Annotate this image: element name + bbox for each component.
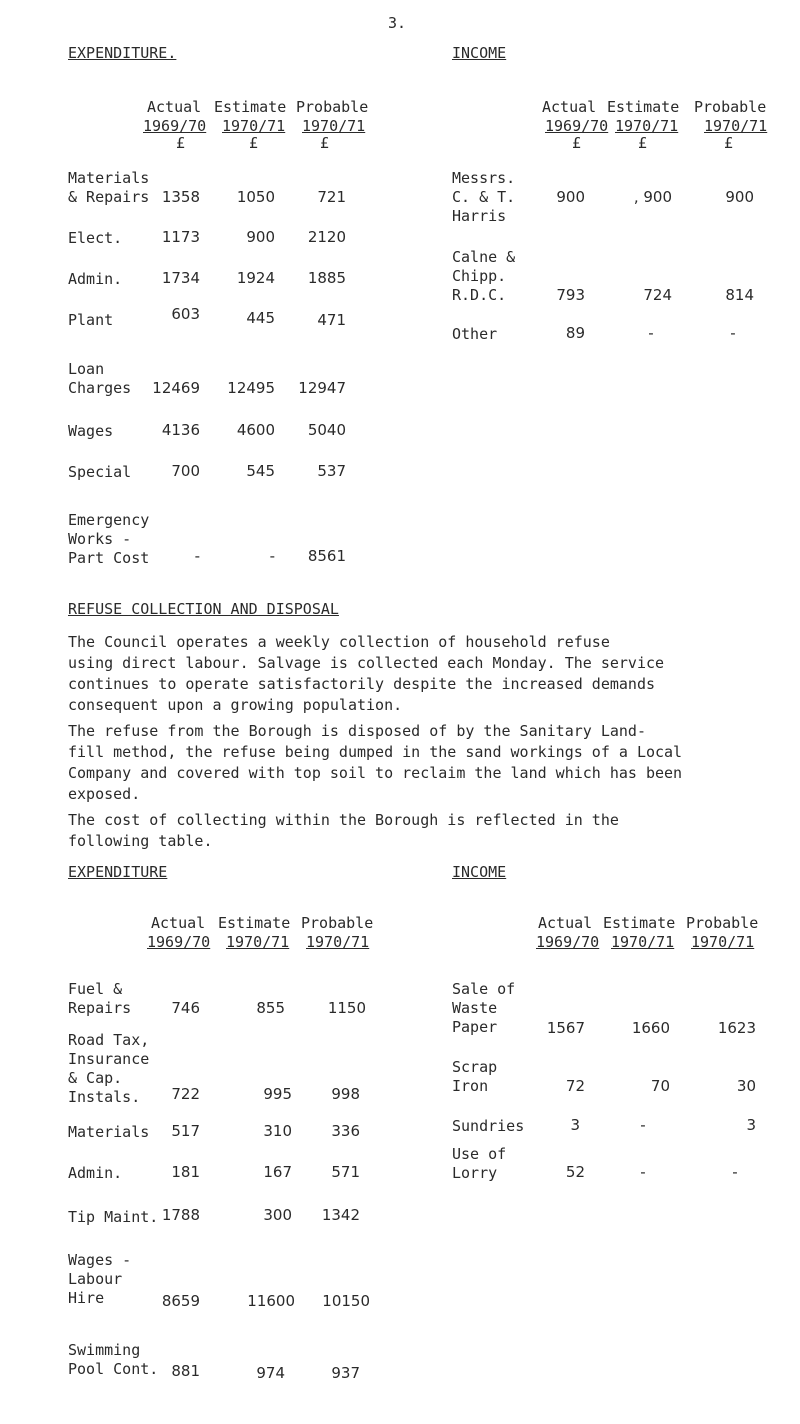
exp2-row-value: 11600 bbox=[247, 1292, 295, 1310]
exp2-row-value: 998 bbox=[331, 1085, 360, 1103]
inc1-col-year-2: 1970/71 bbox=[615, 117, 679, 135]
exp1-row-value: 1734 bbox=[161, 269, 200, 287]
exp1-row-value: 537 bbox=[317, 462, 346, 480]
inc2-row-value: 1660 bbox=[631, 1019, 670, 1037]
inc1-row-value: 724 bbox=[643, 286, 672, 304]
exp1-row-value: 900 bbox=[246, 228, 275, 246]
inc2-row-value: 72 bbox=[565, 1077, 585, 1095]
exp1-row-value: 471 bbox=[317, 311, 346, 329]
inc2-row-value: 70 bbox=[650, 1077, 670, 1095]
exp2-col-header-estimate: Estimate bbox=[218, 914, 291, 932]
inc1-col-header-actual: Actual bbox=[542, 98, 597, 116]
income-heading-2: INCOME bbox=[452, 863, 507, 881]
inc1-row-value: - bbox=[648, 324, 654, 342]
exp1-row-value: 4136 bbox=[161, 421, 200, 439]
exp1-row-value: 8561 bbox=[307, 547, 346, 565]
exp1-row-label: Plant bbox=[68, 311, 114, 329]
exp2-row-label: Materials bbox=[68, 1123, 150, 1141]
exp1-row-value: - bbox=[194, 547, 200, 565]
inc2-row-label: Sale of Waste Paper bbox=[452, 980, 516, 1036]
exp2-row-value: 855 bbox=[256, 999, 285, 1017]
inc1-row-value: 814 bbox=[725, 286, 754, 304]
exp2-row-value: 1150 bbox=[327, 999, 366, 1017]
inc1-row-label: Calne & Chipp. R.D.C. bbox=[452, 248, 516, 304]
inc1-col-year-1: 1969/70 bbox=[545, 117, 609, 135]
inc2-row-value: 1567 bbox=[546, 1019, 585, 1037]
exp2-row-value: 722 bbox=[171, 1085, 200, 1103]
exp2-row-value: 995 bbox=[263, 1085, 292, 1103]
exp1-row-label: Emergency Works - Part Cost bbox=[68, 511, 150, 567]
inc2-col-year-1: 1969/70 bbox=[536, 933, 600, 951]
exp1-row-label: Special bbox=[68, 463, 132, 481]
exp2-col-year-2: 1970/71 bbox=[226, 933, 290, 951]
exp1-row-label: Admin. bbox=[68, 270, 123, 288]
inc2-row-label: Scrap Iron bbox=[452, 1058, 498, 1095]
inc2-row-value: 3 bbox=[746, 1116, 756, 1134]
expenditure-heading-1: EXPENDITURE. bbox=[68, 44, 177, 62]
exp2-row-value: 336 bbox=[331, 1122, 360, 1140]
exp1-col-year-3: 1970/71 bbox=[302, 117, 366, 135]
exp1-col-year-2: 1970/71 bbox=[222, 117, 286, 135]
inc1-row-value: 900 bbox=[725, 188, 754, 206]
inc1-row-label: Other bbox=[452, 325, 498, 343]
exp1-row-value: 603 bbox=[171, 305, 200, 323]
exp1-row-value: 12947 bbox=[298, 379, 346, 397]
inc1-row-value: - bbox=[730, 324, 736, 342]
exp2-col-header-actual: Actual bbox=[151, 914, 206, 932]
exp1-currency-1: £ bbox=[176, 134, 186, 152]
inc2-row-value: - bbox=[732, 1163, 738, 1181]
inc2-row-value: 3 bbox=[570, 1116, 580, 1134]
exp2-col-year-3: 1970/71 bbox=[306, 933, 370, 951]
exp1-row-value: 2120 bbox=[307, 228, 346, 246]
inc1-row-value: 793 bbox=[556, 286, 585, 304]
exp1-currency-3: £ bbox=[320, 134, 330, 152]
inc1-row-value: , 900 bbox=[633, 188, 672, 206]
exp1-row-label: Loan Charges bbox=[68, 360, 132, 397]
exp1-row-value: 4600 bbox=[236, 421, 275, 439]
exp2-row-label: Swimming Pool Cont. bbox=[68, 1341, 159, 1378]
inc1-currency-3: £ bbox=[724, 134, 734, 152]
exp1-row-value: 545 bbox=[246, 462, 275, 480]
exp1-row-label: Wages bbox=[68, 422, 114, 440]
exp2-row-value: 1342 bbox=[321, 1206, 360, 1224]
inc2-row-value: - bbox=[640, 1163, 646, 1181]
exp2-col-header-probable: Probable bbox=[301, 914, 374, 932]
inc1-col-year-3: 1970/71 bbox=[704, 117, 768, 135]
exp1-row-label: Materials & Repairs bbox=[68, 169, 150, 206]
exp2-row-label: Fuel & Repairs bbox=[68, 980, 132, 1017]
exp1-row-value: 1050 bbox=[236, 188, 275, 206]
inc2-col-header-actual: Actual bbox=[538, 914, 593, 932]
exp1-col-header-estimate: Estimate bbox=[214, 98, 287, 116]
paragraph-2: The refuse from the Borough is disposed of by the Sanitary Land- fill method, the refuse being dumped in the sand workings of a Local Company and covered with top soil to reclaim the land which has been exposed. bbox=[68, 722, 683, 803]
exp2-row-value: 937 bbox=[331, 1364, 360, 1382]
exp2-col-year-1: 1969/70 bbox=[147, 933, 211, 951]
paragraph-3: The cost of collecting within the Borough is reflected in the following table. bbox=[68, 811, 619, 850]
exp1-row-value: 12495 bbox=[227, 379, 275, 397]
exp1-row-value: 700 bbox=[171, 462, 200, 480]
exp2-row-label: Road Tax, Insurance & Cap. Instals. bbox=[68, 1031, 150, 1106]
exp2-row-value: 571 bbox=[331, 1163, 360, 1181]
page-number: 3. bbox=[388, 14, 407, 32]
exp1-row-value: 1885 bbox=[307, 269, 346, 287]
exp1-row-value: 1924 bbox=[236, 269, 275, 287]
inc1-row-label: Messrs. C. & T. Harris bbox=[452, 169, 516, 225]
exp2-row-value: 746 bbox=[171, 999, 200, 1017]
exp2-row-value: 881 bbox=[171, 1362, 200, 1380]
exp1-row-value: 5040 bbox=[307, 421, 346, 439]
inc1-col-header-estimate: Estimate bbox=[607, 98, 680, 116]
exp1-row-value: 721 bbox=[317, 188, 346, 206]
exp1-currency-2: £ bbox=[249, 134, 259, 152]
inc2-col-header-probable: Probable bbox=[686, 914, 759, 932]
exp1-row-value: 1358 bbox=[161, 188, 200, 206]
inc1-row-value: 900 bbox=[556, 188, 585, 206]
exp2-row-value: 310 bbox=[263, 1122, 292, 1140]
exp1-row-label: Elect. bbox=[68, 229, 123, 247]
inc1-row-value: 89 bbox=[565, 324, 585, 342]
exp1-col-header-actual: Actual bbox=[147, 98, 202, 116]
inc2-row-label: Use of Lorry bbox=[452, 1145, 507, 1182]
inc2-row-label: Sundries bbox=[452, 1117, 525, 1135]
exp2-row-value: 974 bbox=[256, 1364, 285, 1382]
exp2-row-value: 300 bbox=[263, 1206, 292, 1224]
exp1-row-value: 12469 bbox=[152, 379, 200, 397]
exp2-row-value: 10150 bbox=[322, 1292, 370, 1310]
inc2-row-value: 52 bbox=[565, 1163, 585, 1181]
inc2-col-header-estimate: Estimate bbox=[603, 914, 676, 932]
exp2-row-value: 8659 bbox=[161, 1292, 200, 1310]
exp2-row-value: 181 bbox=[171, 1163, 200, 1181]
exp2-row-label: Tip Maint. bbox=[68, 1208, 159, 1226]
income-heading-1: INCOME bbox=[452, 44, 507, 62]
inc2-col-year-3: 1970/71 bbox=[691, 933, 755, 951]
exp2-row-value: 517 bbox=[171, 1122, 200, 1140]
exp1-col-header-probable: Probable bbox=[296, 98, 369, 116]
exp2-row-value: 167 bbox=[263, 1163, 292, 1181]
exp2-row-label: Wages - Labour Hire bbox=[68, 1251, 132, 1307]
inc2-row-value: - bbox=[640, 1116, 646, 1134]
inc1-currency-1: £ bbox=[572, 134, 582, 152]
inc2-row-value: 1623 bbox=[717, 1019, 756, 1037]
inc1-col-header-probable: Probable bbox=[694, 98, 767, 116]
paragraph-1: The Council operates a weekly collection of household refuse using direct labour. Salvage is collected each Monday. The service continues to operate satisfactorily despite the increased demands consequent upon a growing population. bbox=[68, 633, 665, 714]
exp1-row-value: - bbox=[269, 547, 275, 565]
inc1-currency-2: £ bbox=[638, 134, 648, 152]
inc2-row-value: 30 bbox=[736, 1077, 756, 1095]
exp2-row-label: Admin. bbox=[68, 1164, 123, 1182]
refuse-heading: REFUSE COLLECTION AND DISPOSAL bbox=[68, 600, 339, 618]
exp1-row-value: 445 bbox=[246, 309, 275, 327]
exp1-row-value: 1173 bbox=[161, 228, 200, 246]
exp1-col-year-1: 1969/70 bbox=[143, 117, 207, 135]
expenditure-heading-2: EXPENDITURE bbox=[68, 863, 168, 881]
inc2-col-year-2: 1970/71 bbox=[611, 933, 675, 951]
exp2-row-value: 1788 bbox=[161, 1206, 200, 1224]
